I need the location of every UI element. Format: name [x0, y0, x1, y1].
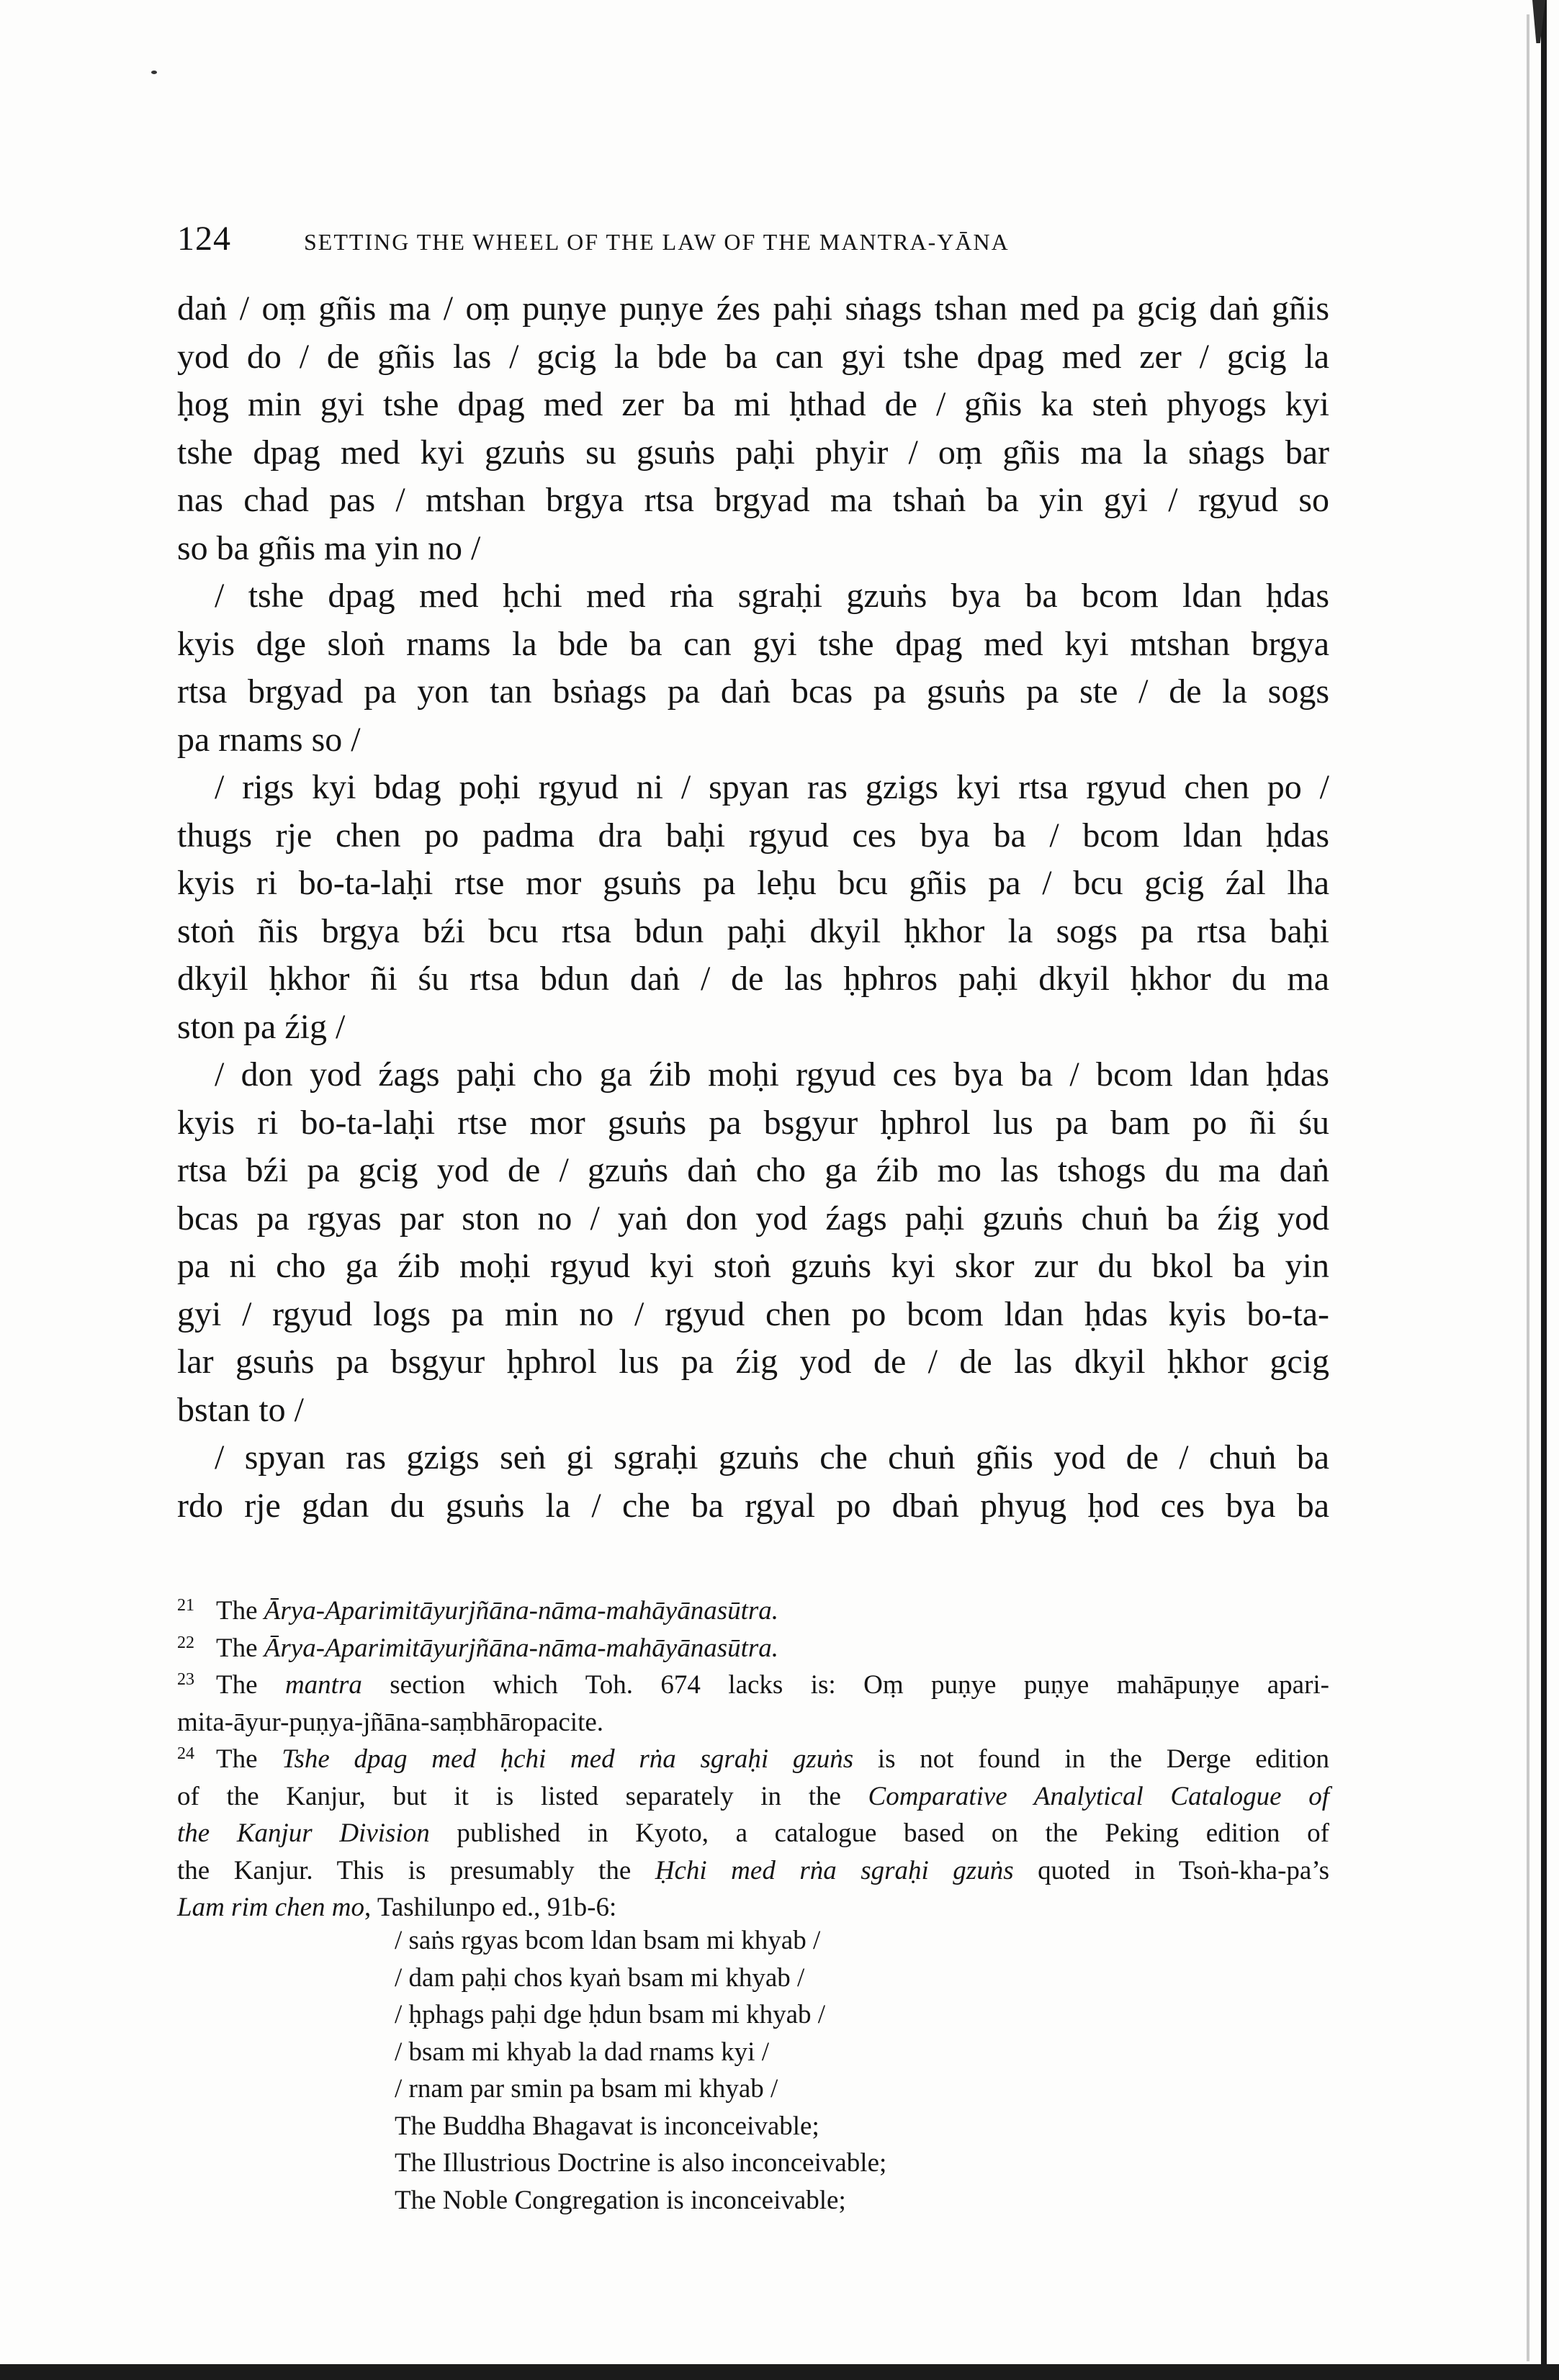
verse-line: The Buddha Bhagavat is inconceivable; — [395, 2111, 819, 2141]
body-line: kyis dge sloṅ rnams la bde ba can gyi tshe dpag med kyi mtshan brgya — [177, 624, 1329, 663]
footnote-title: Ārya-Aparimitāyurjñāna-nāma-mahāyānasūtra. — [264, 1596, 779, 1626]
verse-line: The Noble Congregation is inconceivable; — [395, 2185, 846, 2215]
footnote-24-line — [177, 1889, 1329, 1926]
footnote-text: section which Toh. 674 lacks is: Oṃ puṇye puṇye mahāpuṇye apari- — [361, 1670, 1329, 1700]
footnote-23-line: mita-āyur-puṇya-jñāna-saṃbhāropacite. — [177, 1707, 604, 1737]
body-line: / spyan ras gzigs seṅ gi sgraḥi gzuṅs che chuṅ gñis yod de / chuṅ ba — [215, 1438, 1329, 1477]
footnote-title: Comparative Analytical Catalogue of — [868, 1781, 1329, 1811]
footnote-mark: 24 — [177, 1744, 194, 1763]
body-line: rtsa bźi pa gcig yod de / gzuṅs daṅ cho ga źib mo las tshogs du ma daṅ — [177, 1151, 1329, 1189]
body-line: pa rnams so / — [177, 720, 361, 759]
body-line: rtsa brgyad pa yon tan bsṅags pa daṅ bcas pa gsuṅs pa ste / de la sogs — [177, 672, 1329, 711]
body-line: / tshe dpag med ḥchi med rṅa sgraḥi gzuṅs bya ba bcom ldan ḥdas — [215, 577, 1329, 615]
footnote-24-line — [177, 1741, 1329, 1778]
footnote-text: The — [216, 1670, 285, 1700]
footnote-text: quoted in Tsoṅ-kha-pa’s — [1013, 1855, 1329, 1885]
footnote-text: The — [216, 1596, 264, 1626]
body-line: daṅ / oṃ gñis ma / oṃ puṇye puṇye źes paḥi sṅags tshan med pa gcig daṅ gñis — [177, 289, 1329, 328]
body-line: / rigs kyi bdag poḥi rgyud ni / spyan ras gzigs kyi rtsa rgyud chen po / — [215, 768, 1329, 806]
quoted-verse — [395, 1922, 1331, 2219]
scan-edge-bottom — [0, 2364, 1559, 2380]
running-head: SETTING THE WHEEL OF THE LAW OF THE MANTRA-YĀNA — [304, 229, 1010, 255]
footnote-23-line — [177, 1667, 1329, 1704]
footnote-title: the Kanjur Division — [177, 1818, 430, 1848]
footnote-mark: 21 — [177, 1596, 194, 1615]
scan-edge-right — [1541, 0, 1547, 2380]
page-number: 124 — [177, 220, 231, 258]
footnote-24-line — [177, 1852, 1329, 1890]
body-line: ḥog min gyi tshe dpag med zer ba mi ḥthad de / gñis ka steṅ phyogs kyi — [177, 385, 1329, 423]
footnote-text: the Kanjur. This is presumably the — [177, 1855, 655, 1885]
footnote-mark: 23 — [177, 1670, 194, 1689]
footnote-term: mantra — [284, 1670, 362, 1700]
scan-speck — [151, 71, 157, 74]
body-line: stoṅ ñis brgya bźi bcu rtsa bdun paḥi dkyil ḥkhor la sogs pa rtsa baḥi — [177, 911, 1329, 950]
footnotes — [177, 1592, 1329, 1926]
footnote-24-line — [177, 1815, 1329, 1852]
footnote-24-line — [177, 1778, 1329, 1816]
body-line: lar gsuṅs pa bsgyur ḥphrol lus pa źig yod de / de las dkyil ḥkhor gcig — [177, 1343, 1329, 1381]
body-line: tshe dpag med kyi gzuṅs su gsuṅs paḥi phyir / oṃ gñis ma la sṅags bar — [177, 433, 1329, 472]
body-text — [177, 285, 1329, 1530]
body-line: thugs rje chen po padma dra baḥi rgyud ces bya ba / bcom ldan ḥdas — [177, 816, 1329, 855]
footnote-text: published in Kyoto, a catalogue based on the Peking edition of — [429, 1818, 1329, 1848]
verse-line: / ḥphags paḥi dge ḥdun bsam mi khyab / — [395, 2000, 826, 2029]
verse-line: The Illustrious Doctrine is also inconceivable; — [395, 2148, 887, 2178]
footnote-title: Lam rim chen mo — [177, 1893, 365, 1922]
body-line: so ba gñis ma yin no / — [177, 528, 481, 567]
body-line: gyi / rgyud logs pa min no / rgyud chen po bcom ldan ḥdas kyis bo-ta- — [177, 1294, 1329, 1333]
body-line: pa ni cho ga źib moḥi rgyud kyi stoṅ gzuṅs kyi skor zur du bkol ba yin — [177, 1247, 1329, 1285]
footnote-text: of the Kanjur, but it is listed separately in the — [177, 1781, 868, 1811]
verse-line: / saṅs rgyas bcom ldan bsam mi khyab / — [395, 1926, 821, 1955]
footnote-text: The — [216, 1744, 282, 1774]
body-line: bstan to / — [177, 1390, 304, 1429]
footnote-mark: 22 — [177, 1633, 194, 1652]
verse-line: / rnam par smin pa bsam mi khyab / — [395, 2074, 778, 2104]
body-line: kyis ri bo-ta-laḥi rtse mor gsuṅs pa bsgyur ḥphrol lus pa bam po ñi śu — [177, 1103, 1329, 1142]
footnote-title: Ārya-Aparimitāyurjñāna-nāma-mahāyānasūtra. — [264, 1633, 779, 1663]
footnote-text: is not found in the Derge edition — [853, 1744, 1330, 1774]
body-line: rdo rje gdan du gsuṅs la / che ba rgyal po dbaṅ phyug ḥod ces bya ba — [177, 1486, 1329, 1525]
footnote-21 — [177, 1592, 1329, 1630]
verse-line: / bsam mi khyab la dad rnams kyi / — [395, 2037, 769, 2067]
verse-line: / dam paḥi chos kyaṅ bsam mi khyab / — [395, 1962, 805, 1993]
footnote-title: Tshe dpag med ḥchi med rṅa sgraḥi gzuṅs — [282, 1744, 854, 1774]
body-line: / don yod źags paḥi cho ga źib moḥi rgyud ces bya ba / bcom ldan ḥdas — [215, 1055, 1329, 1094]
body-line: kyis ri bo-ta-laḥi rtse mor gsuṅs pa leḥu bcu gñis pa / bcu gcig źal lha — [177, 864, 1329, 902]
footnote-text: The — [216, 1633, 264, 1663]
footnote-text: , Tashilunpo ed., 91b-6: — [364, 1893, 617, 1922]
scan-shadow — [1527, 14, 1529, 2361]
body-line: yod do / de gñis las / gcig la bde ba can gyi tshe dpag med zer / gcig la — [177, 337, 1329, 376]
body-line: ston pa źig / — [177, 1007, 346, 1046]
body-line: bcas pa rgyas par ston no / yaṅ don yod źags paḥi gzuṅs chuṅ ba źig yod — [177, 1199, 1329, 1238]
page-header — [177, 219, 1329, 269]
body-line: nas chad pas / mtshan brgya rtsa brgyad ma tshaṅ ba yin gyi / rgyud so — [177, 481, 1329, 519]
footnote-22 — [177, 1630, 1329, 1667]
body-line: dkyil ḥkhor ñi śu rtsa bdun daṅ / de las ḥphros paḥi dkyil ḥkhor du ma — [177, 960, 1329, 998]
footnote-title: Ḥchi med rṅa sgraḥi gzuṅs — [655, 1855, 1014, 1885]
